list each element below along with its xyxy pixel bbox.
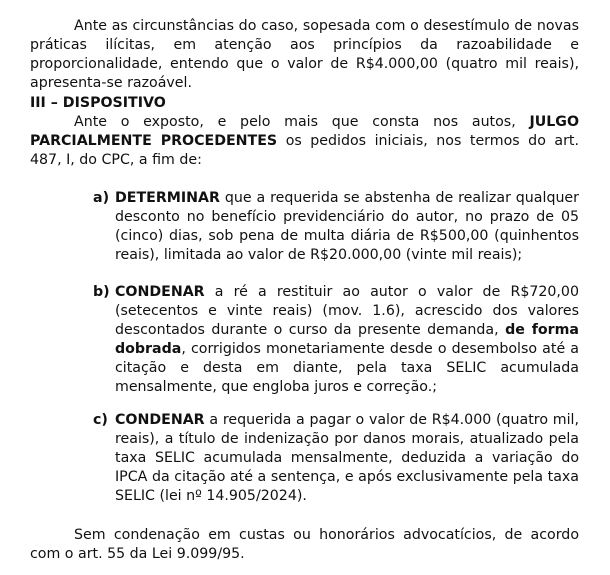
costs-paragraph xyxy=(30,526,579,564)
list-item-body xyxy=(115,283,579,397)
list-item-label: b) xyxy=(93,284,110,300)
list-item-text-continued: , corrigidos monetariamente desde o desembolso até a citação e desta em diante, pela taxa SELIC acumulada mensalmente, que engloba juros e correção.; xyxy=(115,341,579,395)
list-item-b xyxy=(93,283,579,397)
ruling-text-after: os pedidos iniciais, nos termos do art. 487, I, do CPC, a fim de: xyxy=(30,133,580,168)
costs-text: Sem condenação em custas ou honorários advocatícios, de acordo com o art. 55 da Lei 9.099/95. xyxy=(30,527,579,562)
list-item-label: c) xyxy=(93,412,108,428)
list-item-text: que a requerida se abstenha de realizar qualquer desconto no benefício previdenciário do autor, no prazo de 05 (cinco) dias, sob pena de multa diária de R$500,00 (quinhentos reais), limitada ao valor de R$20.000,00 (vinte mil reais); xyxy=(115,190,579,263)
section-heading: III – DISPOSITIVO xyxy=(30,95,166,111)
list-item-text: a ré a restituir ao autor o valor de R$720,00 (setecentos e vinte reais) (mov. 1.6), acrescido dos valores descontados durante o curso da presente demanda, xyxy=(115,284,579,338)
list-item-verb: DETERMINAR xyxy=(115,190,220,206)
list-item-c xyxy=(93,411,579,506)
ruling-text-before: Ante o exposto, e pelo mais que consta nos autos, xyxy=(74,114,530,130)
list-item-verb: CONDENAR xyxy=(115,412,205,428)
list-item-verb: CONDENAR xyxy=(115,284,205,300)
list-item-body xyxy=(115,411,579,506)
list-item-emphasis: de forma dobrada xyxy=(115,322,579,357)
list-item-a xyxy=(93,189,579,265)
list-item-body xyxy=(115,189,579,265)
ruling-verdict: JULGO PARCIALMENTE PROCEDENTES xyxy=(30,114,579,149)
ruling-paragraph xyxy=(30,113,579,170)
reasoning-text: Ante as circunstâncias do caso, sopesada com o desestímulo de novas práticas ilícitas, em atenção aos princípios da razoabilidade e proporcionalidade, entendo que o valor de R$4.000,00 (quatro mil reais), apresenta-se razoável. xyxy=(30,18,579,91)
list-item-label: a) xyxy=(93,190,110,206)
list-item-text: a requerida a pagar o valor de R$4.000 (quatro mil, reais), a título de indenização por danos morais, atualizado pela taxa SELIC acumulada mensalmente, deduzida a variação do IPCA da citação até a sentença, e após exclusivamente pela taxa SELIC (lei nº 14.905/2024). xyxy=(115,412,579,504)
reasoning-paragraph xyxy=(30,17,579,93)
